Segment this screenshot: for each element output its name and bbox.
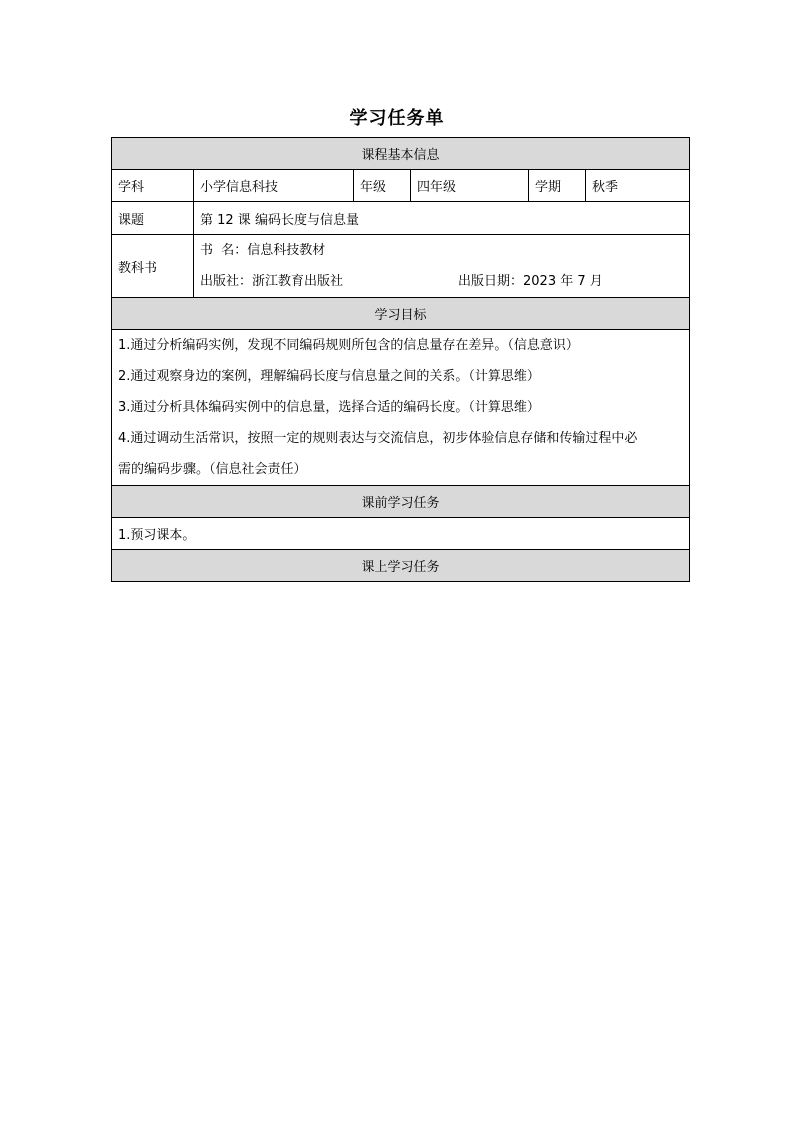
section-header-basic-info: 课程基本信息 <box>112 138 690 170</box>
grade-value: 四年级 <box>411 170 529 202</box>
goal-item: 4.通过调动生活常识，按照一定的规则表达与交流信息，初步体验信息存储和传输过程中必 <box>118 431 638 446</box>
term-label: 学期 <box>529 170 586 202</box>
goal-item: 2.通过观察身边的案例，理解编码长度与信息量之间的关系。（计算思维） <box>118 369 540 384</box>
publisher: 出版社：浙江教育出版社 <box>200 274 344 289</box>
goal-item: 1.通过分析编码实例，发现不同编码规则所包含的信息量存在差异。（信息意识） <box>118 338 579 353</box>
grade-label: 年级 <box>354 170 411 202</box>
pre-class-task-item: 1.预习课本。 <box>112 518 690 550</box>
task-sheet-table <box>111 137 690 582</box>
section-header-in-class: 课上学习任务 <box>112 550 690 582</box>
goal-item: 需的编码步骤。（信息社会责任） <box>118 462 307 477</box>
page-title: 学习任务单 <box>349 108 445 129</box>
textbook-info <box>194 235 690 298</box>
publish-date: 出版日期：2023 年 7 月 <box>458 274 603 289</box>
textbook-label: 教科书 <box>112 235 194 298</box>
subject-label: 学科 <box>112 170 194 202</box>
topic-label: 课题 <box>112 202 194 235</box>
term-value: 秋季 <box>586 170 690 202</box>
goal-item: 3.通过分析具体编码实例中的信息量，选择合适的编码长度。（计算思维） <box>118 400 540 415</box>
topic-value: 第 12 课 编码长度与信息量 <box>194 202 690 235</box>
subject-value: 小学信息科技 <box>194 170 354 202</box>
section-header-goals: 学习目标 <box>112 298 690 330</box>
section-header-pre-class: 课前学习任务 <box>112 486 690 518</box>
book-name: 书 名：信息科技教材 <box>200 243 326 258</box>
publisher-line <box>200 266 683 297</box>
goals-cell <box>112 330 690 486</box>
